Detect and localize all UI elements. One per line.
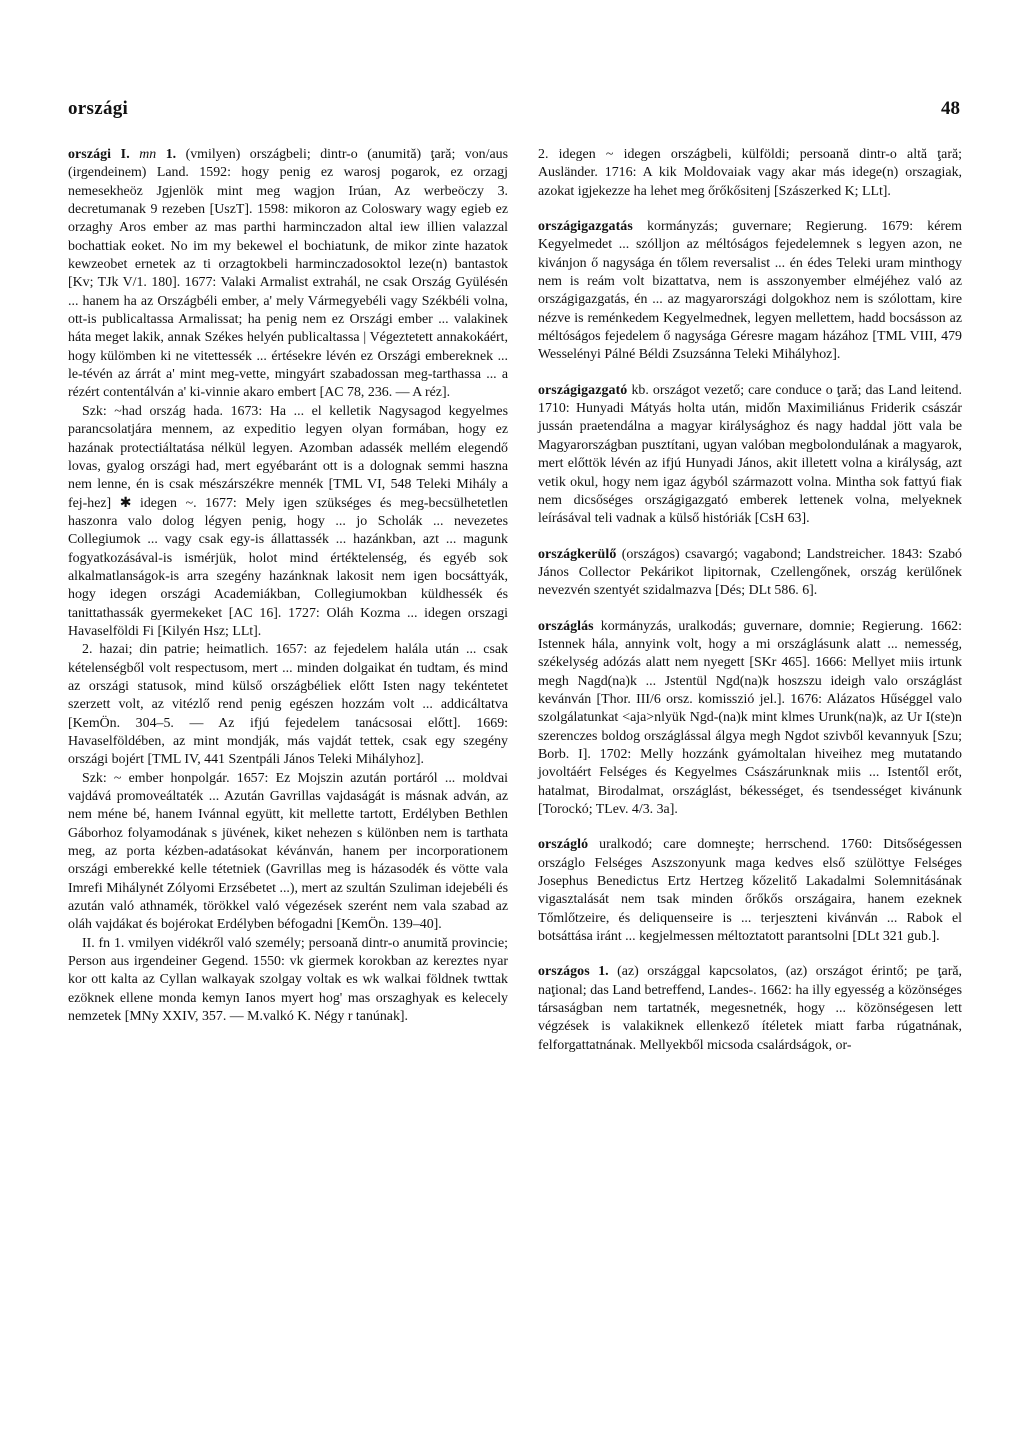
entry-orszagigazgatas	[538, 218, 962, 365]
entry-body: kb. országot vezető; care conduce o ţară; das Land leitend. 1710: Hunyadi Mátyás holta után, midőn Maximiliánus Friderik császár jussán praetendálna a magyar királysághoz és nagy haddal jött vala be Magyarországban pusztítani, ugyan valóban megbolondulának a magyarok, mert előttök lévén az ifjú Hunyadi János, akit illetett volna a királyság, azt vetik okul, hogy nem igaz ágyból származott volna. Mintha sok fattyú fiak nem dicsőséges országigazgató emberek lettenek volna, melyeknek leírásával teli vadnak a külső históriák [CsH 63].	[538, 382, 962, 527]
entry-headword: országi I.	[68, 147, 130, 162]
entry-headword: országkerülő	[538, 546, 617, 562]
entry-body: kormányzás, uralkodás; guvernare, domnie; Regierung. 1662: Istennek hála, annyink volt, hogy a mi országlásunk alatt ... nemesség, székelység adózás alatt nem nyegett [SKr 465]. 1666: Mellyet miis irtunk megh Nagd(na)k ... Jstentül Ngd(na)k hoszszu ideigh valo országlást kevánván [Thor. III/6 orsz. komisszió jel.]. 1676: Alázatos Hűséggel valo szolgálatunkat <aja>nlyük Ngd-(na)k mint klmes Urunk(na)k, az Ur I(ste)n szerenczes boldog országlással álgya megh Ngdot szivből kevannyuk [Szu; Borb. I]. 1702: Melly hozzánk gyámoltalan hiveihez meg mutatando jovoltáért Felséges és Kegyelmes Császárunknak miis ... Istentől erőt, hatalmat, Birodalmat, országlást, békességet, és tsendességet kivánunk [Torockó; TLev. 4/3. 3a].	[538, 618, 962, 817]
entry-headword: országigazgató	[538, 382, 628, 398]
entry-headword: országlás	[538, 618, 594, 634]
entry-orszaglo	[538, 836, 962, 946]
entry-orszagi-sense-1	[68, 146, 508, 403]
entry-headword: országló	[538, 837, 589, 853]
entry-headword: országigazgatás	[538, 219, 633, 235]
entry-body: kormányzás; guvernare; Regierung. 1679: kérem Kegyelmedet ... szólljon az méltóságos fejedelemnek s legyen azon, ne kivánjon ő nagysága én tőlem reversalist ... én édes Teleki uram minthogy nem is reám volt bizattatva, nem is asszonyember elméjéhez való az országigazgatás, én ... az magyarországi dolgokhoz nem is szólottam, kire nézve is reménkedem Kegyelmednek, legyen mellettem, hadd bocsásson az méltóságos fejedelem ő nagysága Géresre magam házához [TML VIII, 479 Wesselényi Pálné Béldi Zsuzsánna Teleki Mihályhoz].	[538, 219, 962, 363]
entry-orszagigazgato	[538, 382, 962, 529]
entry-headword: országos	[538, 964, 590, 980]
sense-number: 1.	[165, 147, 177, 162]
sense-number: 1.	[598, 964, 609, 980]
subentry-orszagi-had: Szk: ~had ország hada. 1673: Ha ... el kelletik Nagysagod kegyelmes parancsolatjára mennem, az expeditio legyen olyan formában, hogy ez hazának protectiáltatása nélkül legyen. Azomban adassék mellém elegendő lovas, gyalog országi had, mert egyébaránt ott is a dolognak semmi haszna nem lenne, én is csak mészárszékre mennék [TML VI, 548 Teleki Mihály a fej-hez] ✱ idegen ~. 1677: Mely igen szükséges és meg-becsülhetetlen haszonra valo dolog légyen penig, hogy ... jo Scholák ... nevezetes Collegiumok ... vagy csak egy-is állattassék ... hazánkban, azt ... magunk fogyatkozásával-is ismérjük, holot mind értéktelenség, és egyéb sok alkalmatlanságok-is arra szegény hazánknak lakosit nem igen bocsáttyák, hogy idegen országi Academiákban, Collegiumokban küldhessék és tanittathassák gyermekeket [AC 16]. 1727: Oláh Kozma ... idegen orszagi Havaselföldi Fi [Kilyén Hsz; LLt].	[68, 403, 508, 639]
entry-body: (országos) csavargó; vagabond; Landstreicher. 1843: Szabó János Collector Pekárikot lipitornak, Czellengőnek, ország kerülőnek nevezvén szentyét szidalmazva [Dés; DLt 586. 6].	[538, 546, 962, 599]
entry-body: (az) országgal kapcsolatos, (az) országot érintő; pe ţară, naţional; das Land betreffend, Landes-. 1662: ha illy egyesség a közönséges társaságban nem tartatnék, megesnetnék, hogy ... közönségesen lett végzések is valakiknek ellenkező ítéletek miatt farba rúgatnának, felforgattatnának. Mellyekből micsoda csalárdságok, or-	[538, 964, 962, 1053]
grammar-label: mn	[139, 147, 157, 162]
page-number: 48	[941, 98, 960, 119]
running-headword: országi	[68, 98, 129, 119]
entry-orszaglas	[538, 618, 962, 820]
entry-body: uralkodó; care domneşte; herrschend. 1760: Ditsőségessen országlo Felséges Aszszonyunk maga kedves első szülöttye Felséges Josephus Benedictus Ertz Hertzeg kőzelitő Lakadalmi Solemnitásának vigasztalását nem tsak minden őrőkős országaira, hanem ezeknek Tőmlőtzeire, és deliquenseire is ... terjeszteni kivánván ... Rabok el botsáttása iránt ... kegjelmessen méltoztatott parantsolni [DLt 321 gub.].	[538, 837, 962, 945]
entry-orszagkerulo	[538, 546, 962, 601]
entry-orszagi-sense-2: 2. hazai; din patrie; heimatlich. 1657: az fejedelem halála után ... csak kételenségből volt respectusom, mert ... minden dolgaikat én tudtam, és mind az országi statusok, mind külső országbéliek előtt Isten nagy tekéntetet szerzett volt, az vitézlő rend penig egészen hozzám volt ... addicáltatva [KemÖn. 304–5. — Az ifjú fejedelem tanácsosai előtt]. 1669: Havaselföldében, az mint mondják, más vajdát tettek, csak egy szegény országi bojért [TML IV, 441 Szentpáli János Teleki Mihályhoz].	[68, 642, 508, 768]
running-header	[68, 98, 960, 128]
left-column	[68, 146, 508, 1027]
entry-body: (vmilyen) országbeli; dintr-o (anumită) ţară; von/aus (irgendeinem) Land. 1592: hogy penig ez warosj pogarok, ez orzagj nemesekheöz Jgjenlök mint meg wagjon Irúan, Az werbeöczy 3. decretumanak 9 rezeben [UszT]. 1598: mikoron az Coloswary wagy egieb ez orzaghy Aros ember az mas parthi harminczadon altal iew illien valazzal bochattiak eoket. No im my bekewel el bochiatunk, de mikor zinte hazatok kewzeobet ernetek az ti orzagtokbeli harminczadosoktol leze(n) bantastok [Kv; TJk V/1. 180]. 1677: Valaki Armalist extrahál, ne csak Ország Gyülésén ... hanem ha az Országbéli ember, a' mely Vármegyebéli vagy Székbéli volna, ott-is publicaltassa Armalissat; ha penig nem ez Országi ember ... valakinek háta meget lakik, annak Székes helyén publicaltassa | Végeztetett annakokáért, hogy külömben ki ne vitettessék ... értésekre lévén ez Országi embereknek ... le-tévén az árrát a' mint meg-vette, mingyárt szabadossan meg-tarthassa ... a rézért contentálván a' ki-vinnie akaro embert [AC 78, 236. — A réz].	[68, 147, 508, 401]
subentry-orszagi-ember: Szk: ~ ember honpolgár. 1657: Ez Mojszin azután portáról ... moldvai vajdává promoveáltaték ... Azután Gavrillas vajdaságát is másnak adván, az nem méne bé, hanem Ivánnal együtt, kit mellette tartott, Erdélyben Bethlen Gáborhoz folyamodának s jüvének, kiket nehezen s különben nem is tarthata meg, az porta kézben-adatásokat kévánván, hanem per incorporationem országi emberekké kelle tétetniek (Gavrillas meg is házasodék és vötte vala Imrefi Mihálynét Zólyomi Erzsébetet ...), mert az szultán Szuliman idejebéli és azután való athnamék, törökkel való végezések szerént nem vala szabad az oláh vajdákat és bojérokat Erdélyben béfogadni [KemÖn. 139–40].	[68, 770, 508, 933]
right-column	[538, 146, 962, 1072]
entry-orszagi-noun: II. fn 1. vmilyen vidékről való személy; persoană dintr-o anumită provincie; Person aus irgendeiner Gegend. 1550: vk giermek korokban az kereztes nyar kor ott kalta az Cyllan walkayak szolgay voltak es wk walkai földnek twttak ezöknek ellene monda kemyn Ianos myert hog' mas orszaghyak es kelecely nemzetek [MNy XXIV, 357. — M.valkó K. Négy r tanúnak].	[68, 935, 508, 1025]
subentry-idegen-orszagi: 2. idegen ~ idegen országbeli, külföldi; persoană dintr-o altă ţară; Ausländer. 1716: A kik Moldovaiak vagy akar más idege(n) orszagiak, azokat igjekezze ha lehet meg őrőkősitenj [Szászerked K; LLt].	[538, 147, 962, 199]
entry-orszagos	[538, 963, 962, 1055]
